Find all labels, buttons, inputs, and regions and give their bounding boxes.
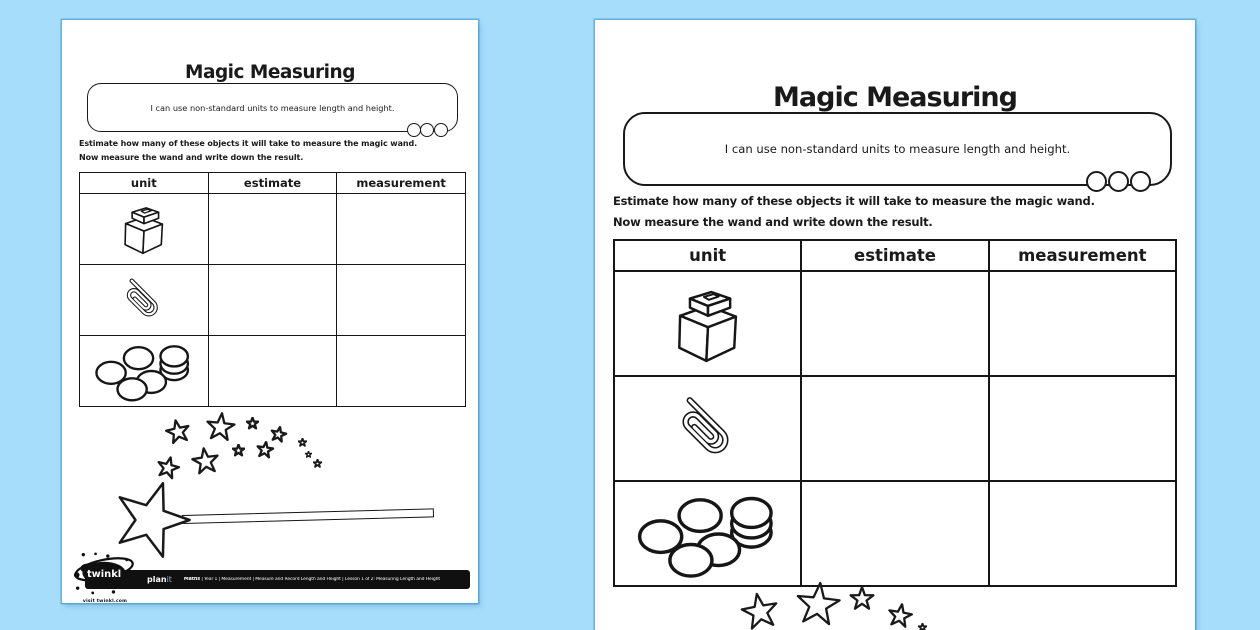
col-header-measurement: measurement [337, 173, 466, 194]
objective-circle [1130, 171, 1151, 192]
star-icon [153, 453, 182, 482]
star-icon [885, 601, 915, 630]
estimate-cell [801, 376, 988, 481]
worksheet-page-zoomed [595, 20, 1195, 630]
col-header-estimate: estimate [208, 173, 337, 194]
unit-cell-paperclip [614, 376, 801, 481]
worksheet-page-full [62, 20, 478, 603]
counters-icon [633, 488, 783, 580]
breadcrumb-trail: | Year 1 | Measurement | Measure and Record Length and Height | Lesson 1 of 2: Measuring Length and Height [200, 577, 441, 582]
magic-wand-stick [182, 508, 434, 524]
instructions [79, 137, 467, 165]
star-icon [918, 623, 927, 630]
multilink-cube-icon [117, 202, 171, 256]
star-icon [189, 445, 222, 478]
col-header-unit: unit [614, 240, 801, 271]
measurement-cell [989, 376, 1176, 481]
instructions-line-2: Now measure the wand and write down the result. [79, 152, 304, 162]
learning-objective-box [87, 83, 458, 132]
objective-circle [1086, 171, 1107, 192]
instructions [613, 191, 1183, 232]
star-icon [849, 586, 875, 612]
learning-objective-text: I can use non-standard units to measure length and height. [724, 142, 1071, 156]
unit-cell-cube [614, 271, 801, 376]
star-icon [163, 417, 194, 448]
table-row-cube [614, 271, 1176, 376]
star-icon [298, 438, 307, 447]
unit-cell-cube [80, 194, 209, 265]
learning-objective-text: I can use non-standard units to measure length and height. [150, 102, 395, 113]
planit-brand: planit [147, 575, 172, 584]
star-icon [268, 424, 288, 444]
estimate-cell [801, 271, 988, 376]
star-icon [255, 440, 275, 460]
twinkl-logo [70, 551, 140, 604]
measurement-cell [989, 271, 1176, 376]
objective-circle [434, 123, 448, 137]
objective-circle [420, 123, 434, 137]
measurement-cell [989, 481, 1176, 586]
estimate-cell [208, 336, 337, 407]
page-title: Magic Measuring [773, 82, 1017, 114]
paperclip-icon [662, 383, 754, 475]
unit-cell-counters [80, 336, 209, 407]
breadcrumb-subject: Maths [183, 577, 200, 582]
estimate-cell [208, 265, 337, 336]
twinkl-logo-icon [72, 551, 138, 597]
footer-bar [85, 570, 470, 589]
col-header-measurement: measurement [989, 240, 1176, 271]
page-title: Magic Measuring [185, 62, 355, 84]
star-icon [246, 417, 259, 430]
multilink-cube-icon [667, 283, 749, 365]
instructions-line-2: Now measure the wand and write down the result. [613, 214, 933, 229]
table-row-cube [80, 194, 466, 265]
measuring-table [613, 239, 1177, 587]
breadcrumb [184, 577, 440, 582]
col-header-unit: unit [80, 173, 209, 194]
star-icon [313, 459, 322, 468]
table-header-row [614, 240, 1176, 271]
twinkl-logo-text: twinkl [86, 568, 122, 580]
star-icon [232, 444, 245, 457]
instructions-line-1: Estimate how many of these objects it will take to measure the magic wand. [79, 139, 418, 148]
unit-cell-counters [614, 481, 801, 586]
measurement-cell [337, 265, 466, 336]
instructions-line-1: Estimate how many of these objects it will take to measure the magic wand. [613, 194, 1095, 208]
twinkl-site-text: visit twinkl.com [82, 599, 128, 604]
measurement-cell [337, 336, 466, 407]
table-row-counters [80, 336, 466, 407]
estimate-cell [208, 194, 337, 265]
star-icon [203, 410, 237, 444]
objective-circle [1108, 171, 1129, 192]
measurement-cell [337, 194, 466, 265]
counters-icon [92, 339, 196, 403]
measuring-table [79, 172, 466, 407]
objective-circle [407, 123, 421, 137]
table-row-counters [614, 481, 1176, 586]
table-header-row [80, 173, 466, 194]
paperclip-icon [113, 269, 175, 331]
star-icon [737, 589, 783, 630]
table-row-paperclip [80, 265, 466, 336]
unit-cell-paperclip [80, 265, 209, 336]
col-header-estimate: estimate [801, 240, 988, 271]
table-row-paperclip [614, 376, 1176, 481]
estimate-cell [801, 481, 988, 586]
star-icon [305, 451, 312, 458]
